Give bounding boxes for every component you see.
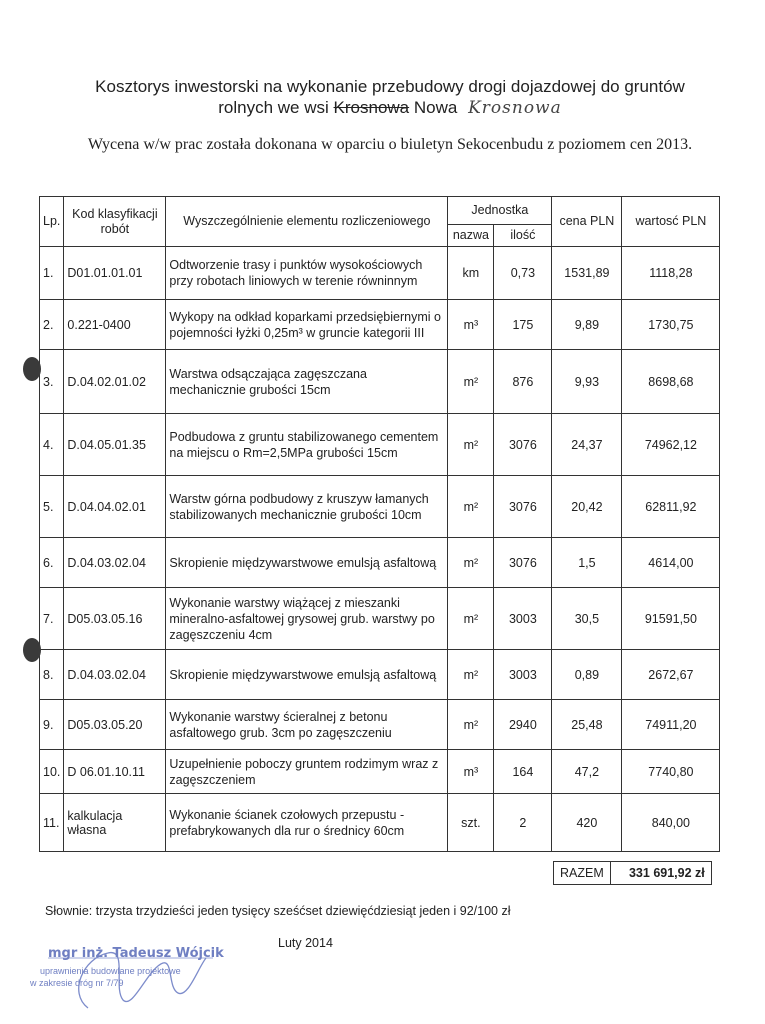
row-opis: Uzupełnienie poboczy gruntem rodzimym wraz z zagęszczeniem [166, 750, 448, 794]
table-row [40, 750, 720, 794]
row-price: 420 [552, 794, 622, 852]
row-unit: m² [448, 414, 494, 476]
row-price: 0,89 [552, 650, 622, 700]
header-wartosc: wartosć PLN [622, 197, 720, 247]
title-prefix: rolnych we wsi [218, 98, 329, 117]
row-quantity: 3003 [494, 588, 552, 650]
row-lp: 8. [40, 650, 64, 700]
stamp-name: mgr inż. Tadeusz Wójcik [48, 946, 224, 961]
row-opis: Wykonanie ścianek czołowych przepustu - prefabrykowanych dla rur o średnicy 60cm [166, 794, 448, 852]
engineer-stamp [28, 938, 233, 1010]
row-price: 9,89 [552, 300, 622, 350]
row-lp: 9. [40, 700, 64, 750]
row-lp: 10. [40, 750, 64, 794]
document-title [60, 76, 720, 119]
row-kod: kalkulacja własna [64, 794, 166, 852]
title-struck-word: Krosnowa [333, 98, 410, 117]
row-quantity: 876 [494, 350, 552, 414]
row-price: 1531,89 [552, 247, 622, 300]
document-date: Luty 2014 [278, 936, 333, 950]
row-unit: m² [448, 476, 494, 538]
table-row [40, 300, 720, 350]
row-price: 24,37 [552, 414, 622, 476]
row-kod: 0.221-0400 [64, 300, 166, 350]
row-opis: Wykopy na odkład koparkami przedsiębiernymi o pojemności łyżki 0,25m³ w gruncie kategorii III [166, 300, 448, 350]
row-opis: Wykonanie warstwy wiążącej z mieszanki mineralno-asfaltowej grysowej grub. warstwy po zagęszczeniu 4cm [166, 588, 448, 650]
row-value: 2672,67 [622, 650, 720, 700]
row-unit: m³ [448, 750, 494, 794]
row-quantity: 2 [494, 794, 552, 852]
row-quantity: 3076 [494, 476, 552, 538]
row-quantity: 2940 [494, 700, 552, 750]
row-price: 30,5 [552, 588, 622, 650]
row-lp: 6. [40, 538, 64, 588]
row-lp: 2. [40, 300, 64, 350]
row-value: 7740,80 [622, 750, 720, 794]
row-unit: m² [448, 650, 494, 700]
title-line-2 [60, 97, 720, 119]
row-unit: km [448, 247, 494, 300]
row-kod: D.04.03.02.04 [64, 650, 166, 700]
table-row [40, 794, 720, 852]
total-box [553, 861, 712, 885]
row-price: 47,2 [552, 750, 622, 794]
table-row [40, 350, 720, 414]
punch-hole-top [23, 357, 41, 381]
row-opis: Skropienie międzywarstwowe emulsją asfaltową [166, 538, 448, 588]
row-lp: 11. [40, 794, 64, 852]
row-quantity: 3003 [494, 650, 552, 700]
row-lp: 1. [40, 247, 64, 300]
row-unit: m² [448, 700, 494, 750]
row-kod: D.04.03.02.04 [64, 538, 166, 588]
row-value: 74911,20 [622, 700, 720, 750]
row-value: 74962,12 [622, 414, 720, 476]
total-value: 331 691,92 zł [610, 862, 711, 885]
table-row [40, 700, 720, 750]
row-unit: szt. [448, 794, 494, 852]
title-line-1: Kosztorys inwestorski na wykonanie przebudowy drogi dojazdowej do gruntów [95, 77, 685, 96]
table-body [40, 247, 720, 852]
row-kod: D.04.05.01.35 [64, 414, 166, 476]
row-lp: 3. [40, 350, 64, 414]
row-lp: 4. [40, 414, 64, 476]
row-unit: m² [448, 350, 494, 414]
row-quantity: 175 [494, 300, 552, 350]
row-opis: Skropienie międzywarstwowe emulsją asfaltową [166, 650, 448, 700]
row-unit: m² [448, 538, 494, 588]
row-kod: D05.03.05.20 [64, 700, 166, 750]
row-value: 4614,00 [622, 538, 720, 588]
row-value: 8698,68 [622, 350, 720, 414]
row-kod: D 06.01.10.11 [64, 750, 166, 794]
row-value: 62811,92 [622, 476, 720, 538]
row-value: 91591,50 [622, 588, 720, 650]
row-quantity: 3076 [494, 538, 552, 588]
row-price: 9,93 [552, 350, 622, 414]
row-lp: 7. [40, 588, 64, 650]
row-opis: Podbudowa z gruntu stabilizowanego cementem na miejscu o Rm=2,5MPa grubości 15cm [166, 414, 448, 476]
table-row [40, 588, 720, 650]
header-jednostka: Jednostka [448, 197, 552, 225]
stamp-line-2: w zakresie dróg nr 7/79 [30, 978, 124, 988]
table-row [40, 538, 720, 588]
document-subtitle: Wycena w/w prac została dokonana w oparciu o biuletyn Sekocenbudu z poziomem cen 2013. [87, 136, 693, 153]
title-suffix: Nowa [413, 98, 458, 117]
title-handwritten-correction: Krosnowa [468, 98, 562, 118]
row-quantity: 0,73 [494, 247, 552, 300]
row-quantity: 3076 [494, 414, 552, 476]
table-row [40, 414, 720, 476]
row-quantity: 164 [494, 750, 552, 794]
table-row [40, 650, 720, 700]
stamp-line-1: uprawnienia budowlane projektowe [40, 966, 181, 976]
table-row [40, 247, 720, 300]
cost-estimate-table [39, 196, 720, 852]
row-kod: D.04.04.02.01 [64, 476, 166, 538]
header-lp: Lp. [40, 197, 64, 247]
row-opis: Odtworzenie trasy i punktów wysokościowych przy robotach liniowych w terenie równinnym [166, 247, 448, 300]
row-kod: D01.01.01.01 [64, 247, 166, 300]
header-kod: Kod klasyfikacji robót [64, 197, 166, 247]
row-value: 1730,75 [622, 300, 720, 350]
row-price: 25,48 [552, 700, 622, 750]
row-kod: D.04.02.01.02 [64, 350, 166, 414]
row-value: 1118,28 [622, 247, 720, 300]
row-price: 1,5 [552, 538, 622, 588]
table-row [40, 476, 720, 538]
row-opis: Warstwa odsączająca zagęszczana mechanicznie grubości 15cm [166, 350, 448, 414]
header-opis: Wyszczególnienie elementu rozliczeniowego [166, 197, 448, 247]
row-lp: 5. [40, 476, 64, 538]
row-unit: m³ [448, 300, 494, 350]
total-label: RAZEM [554, 862, 611, 885]
header-nazwa: nazwa [448, 225, 494, 247]
row-unit: m² [448, 588, 494, 650]
row-opis: Warstw górna podbudowy z kruszyw łamanych stabilizowanych mechanicznie grubości 10cm [166, 476, 448, 538]
row-price: 20,42 [552, 476, 622, 538]
header-cena: cena PLN [552, 197, 622, 247]
row-kod: D05.03.05.16 [64, 588, 166, 650]
row-opis: Wykonanie warstwy ścieralnej z betonu asfaltowego grub. 3cm po zagęszczeniu [166, 700, 448, 750]
header-ilosc: ilość [494, 225, 552, 247]
amount-in-words: Słownie: trzysta trzydzieści jeden tysięcy sześćset dziewięćdziesiąt jeden i 92/100 zł [45, 904, 511, 918]
row-value: 840,00 [622, 794, 720, 852]
punch-hole-bottom [23, 638, 41, 662]
